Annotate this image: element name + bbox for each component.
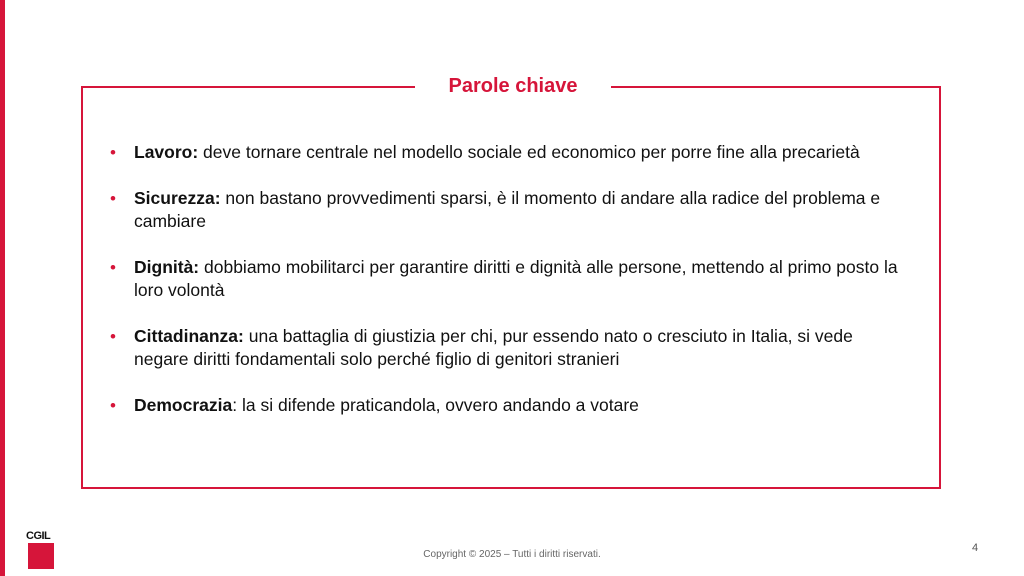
bullet-term: Sicurezza: bbox=[134, 188, 221, 208]
bullet-text: una battaglia di giustizia per chi, pur essendo nato o cresciuto in Italia, si vede negare diritti fondamentali solo perché figlio di genitori stranieri bbox=[134, 326, 853, 369]
bullet-sicurezza bbox=[110, 187, 910, 233]
bullet-lavoro bbox=[110, 141, 910, 164]
bullet-dot-icon: • bbox=[110, 396, 116, 415]
bullet-term: Dignità: bbox=[134, 257, 200, 277]
page-number: 4 bbox=[972, 542, 979, 554]
bullet-text: non bastano provvedimenti sparsi, è il momento di andare alla radice del problema e cambiare bbox=[134, 188, 881, 231]
left-accent-bar bbox=[0, 0, 5, 576]
bullet-dignita bbox=[110, 256, 910, 302]
bullet-term: Cittadinanza: bbox=[134, 326, 244, 346]
bullet-text: dobbiamo mobilitarci per garantire diritti e dignità alle persone, mettendo al primo posto la loro volontà bbox=[134, 257, 898, 300]
keyword-list bbox=[110, 141, 910, 440]
bullet-term: Lavoro: bbox=[134, 142, 199, 162]
bullet-text: deve tornare centrale nel modello sociale ed economico per porre fine alla precarietà bbox=[198, 142, 860, 162]
bullet-dot-icon: • bbox=[110, 327, 116, 346]
bullet-dot-icon: • bbox=[110, 143, 116, 162]
bullet-text: : la si difende praticandola, ovvero andando a votare bbox=[232, 395, 639, 415]
bullet-cittadinanza bbox=[110, 325, 910, 371]
bullet-dot-icon: • bbox=[110, 258, 116, 277]
bullet-democrazia bbox=[110, 394, 910, 417]
bullet-term: Democrazia bbox=[134, 395, 233, 415]
logo-label: CGIL bbox=[26, 530, 51, 542]
bullet-dot-icon: • bbox=[110, 189, 116, 208]
copyright-text: Copyright © 2025 – Tutti i diritti riservati. bbox=[423, 549, 601, 560]
slide-title: Parole chiave bbox=[448, 75, 578, 97]
